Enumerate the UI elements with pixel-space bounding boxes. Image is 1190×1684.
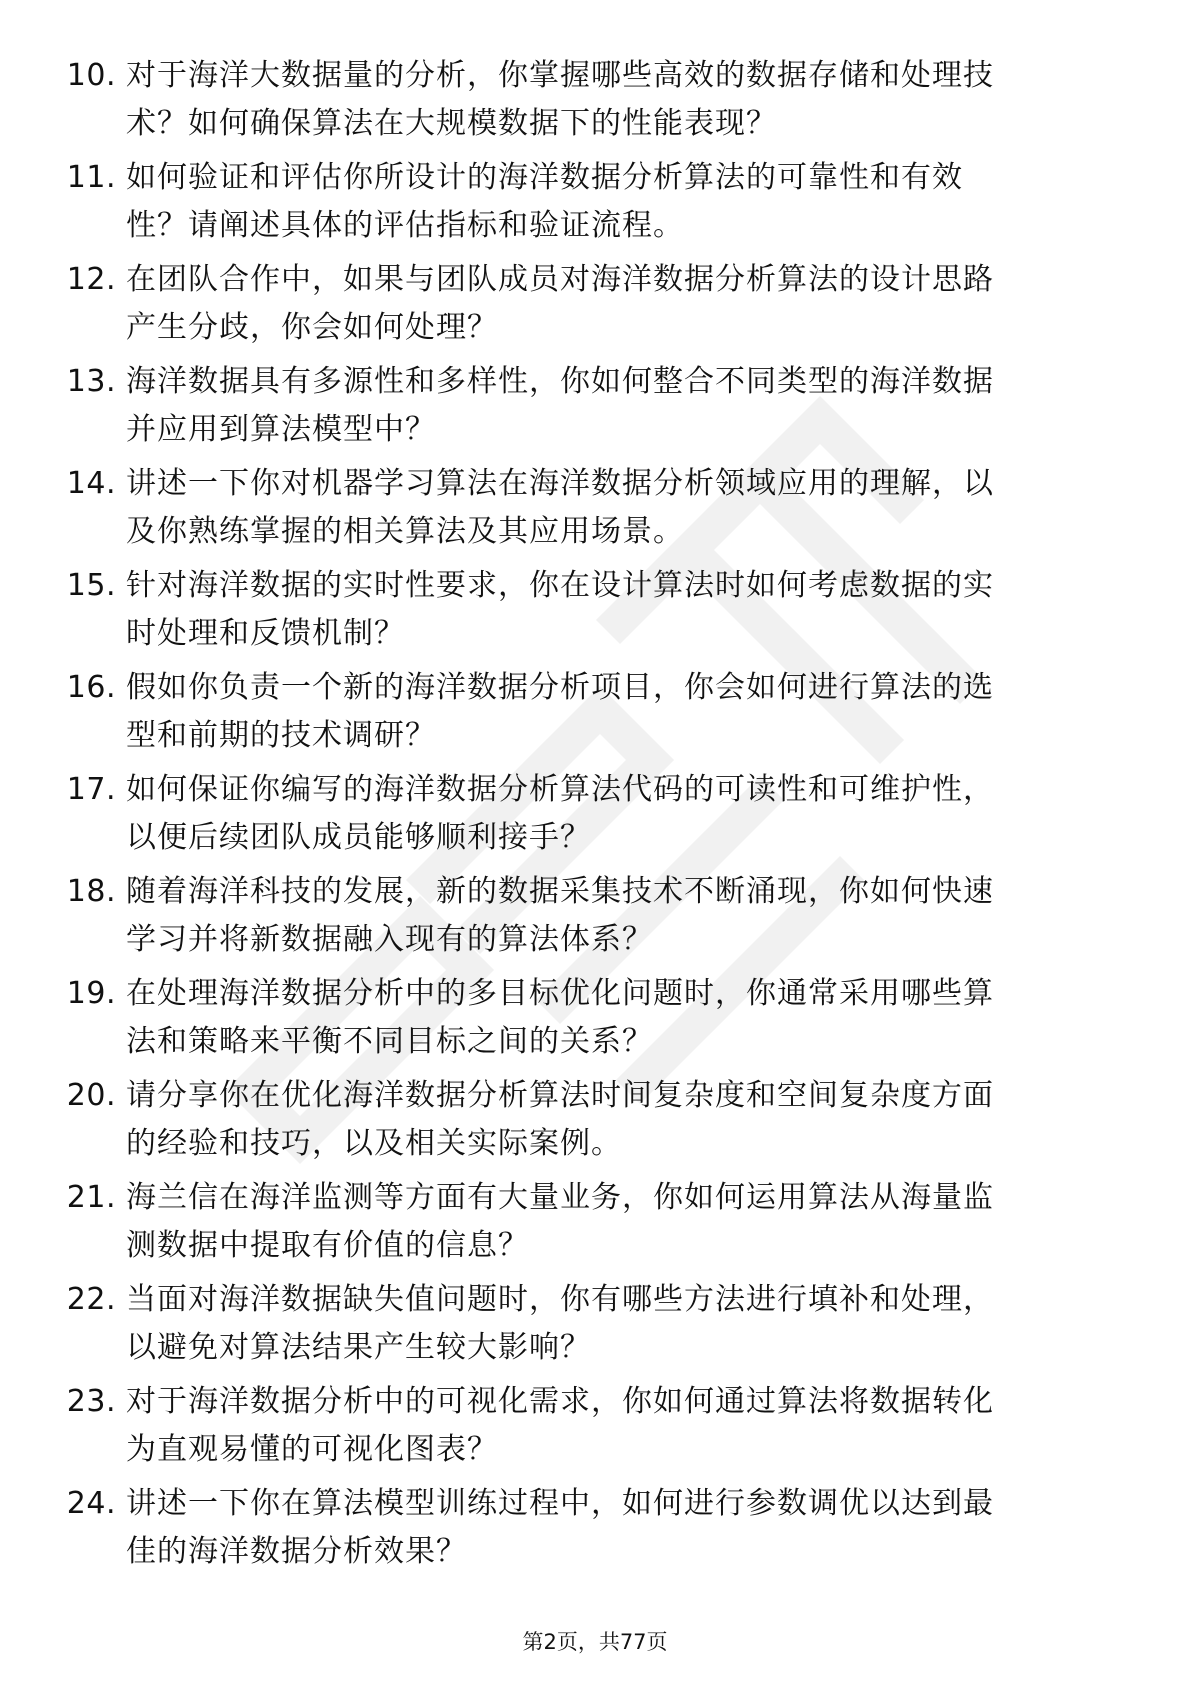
question-number: 22. bbox=[66, 1282, 116, 1317]
question-number: 11. bbox=[66, 160, 116, 195]
question-item bbox=[56, 52, 1126, 154]
question-number: 20. bbox=[66, 1078, 116, 1113]
question-number: 23. bbox=[66, 1384, 116, 1419]
question-item bbox=[56, 664, 1126, 766]
question-text: 随着海洋科技的发展，新的数据采集技术不断涌现，你如何快速 学习并将新数据融入现有的算法体系？ bbox=[126, 874, 994, 957]
question-item bbox=[56, 970, 1126, 1072]
question-item bbox=[56, 460, 1126, 562]
question-text: 如何保证你编写的海洋数据分析算法代码的可读性和可维护性， 以便后续团队成员能够顺利接手？ bbox=[126, 772, 994, 855]
question-text: 针对海洋数据的实时性要求，你在设计算法时如何考虑数据的实 时处理和反馈机制？ bbox=[126, 568, 994, 651]
question-text: 在团队合作中，如果与团队成员对海洋数据分析算法的设计思路 产生分歧，你会如何处理？ bbox=[126, 262, 994, 345]
question-text: 在处理海洋数据分析中的多目标优化问题时，你通常采用哪些算 法和策略来平衡不同目标之间的关系？ bbox=[126, 976, 994, 1059]
question-number: 19. bbox=[66, 976, 116, 1011]
question-list bbox=[56, 52, 1126, 1582]
question-number: 14. bbox=[66, 466, 116, 501]
question-text: 对于海洋数据分析中的可视化需求，你如何通过算法将数据转化 为直观易懂的可视化图表？ bbox=[126, 1384, 994, 1467]
question-number: 21. bbox=[66, 1180, 116, 1215]
question-item bbox=[56, 562, 1126, 664]
question-item bbox=[56, 1276, 1126, 1378]
question-item bbox=[56, 1378, 1126, 1480]
question-item bbox=[56, 1480, 1126, 1582]
question-number: 18. bbox=[66, 874, 116, 909]
question-item bbox=[56, 1174, 1126, 1276]
question-number: 12. bbox=[66, 262, 116, 297]
question-number: 15. bbox=[66, 568, 116, 603]
question-number: 24. bbox=[66, 1486, 116, 1521]
question-item bbox=[56, 868, 1126, 970]
question-text: 海洋数据具有多源性和多样性，你如何整合不同类型的海洋数据 并应用到算法模型中？ bbox=[126, 364, 994, 447]
page-footer bbox=[0, 1628, 1190, 1656]
question-text: 假如你负责一个新的海洋数据分析项目，你会如何进行算法的选 型和前期的技术调研？ bbox=[126, 670, 994, 753]
question-item bbox=[56, 358, 1126, 460]
question-text: 讲述一下你在算法模型训练过程中，如何进行参数调优以达到最 佳的海洋数据分析效果？ bbox=[126, 1486, 994, 1569]
question-number: 13. bbox=[66, 364, 116, 399]
question-number: 17. bbox=[66, 772, 116, 807]
question-text: 对于海洋大数据量的分析，你掌握哪些高效的数据存储和处理技 术？如何确保算法在大规模数据下的性能表现？ bbox=[126, 58, 994, 141]
page-number-label: 第2页，共77页 bbox=[522, 1630, 668, 1654]
question-item bbox=[56, 154, 1126, 256]
question-item bbox=[56, 766, 1126, 868]
question-text: 请分享你在优化海洋数据分析算法时间复杂度和空间复杂度方面 的经验和技巧，以及相关实际案例。 bbox=[126, 1078, 994, 1161]
question-item bbox=[56, 256, 1126, 358]
question-item bbox=[56, 1072, 1126, 1174]
question-number: 10. bbox=[66, 58, 116, 93]
question-text: 海兰信在海洋监测等方面有大量业务，你如何运用算法从海量监 测数据中提取有价值的信息？ bbox=[126, 1180, 994, 1263]
question-text: 讲述一下你对机器学习算法在海洋数据分析领域应用的理解，以 及你熟练掌握的相关算法及其应用场景。 bbox=[126, 466, 994, 549]
question-text: 当面对海洋数据缺失值问题时，你有哪些方法进行填补和处理， 以避免对算法结果产生较大影响？ bbox=[126, 1282, 994, 1365]
question-text: 如何验证和评估你所设计的海洋数据分析算法的可靠性和有效 性？请阐述具体的评估指标和验证流程。 bbox=[126, 160, 963, 243]
question-number: 16. bbox=[66, 670, 116, 705]
